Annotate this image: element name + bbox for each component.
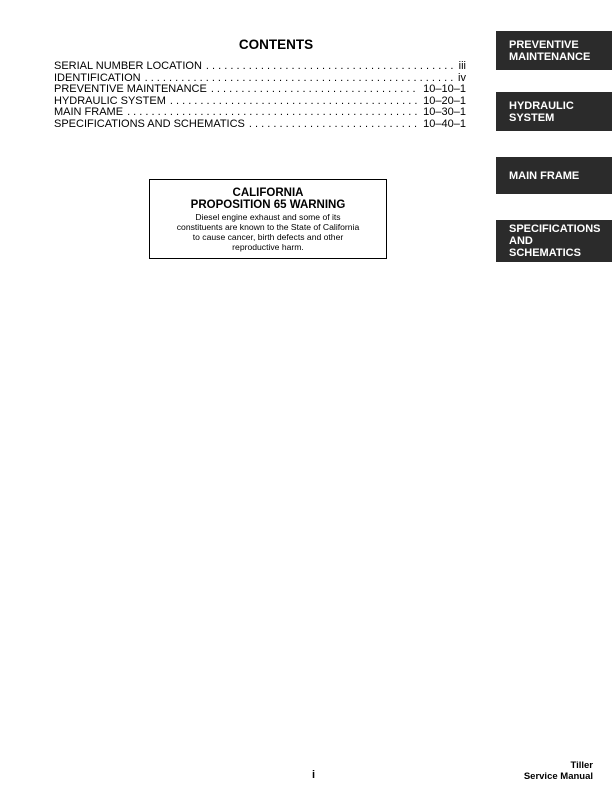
tab-label-line: SPECIFICATIONS	[509, 223, 601, 235]
section-tab-hydraulic-system[interactable]	[496, 92, 612, 131]
prop65-warning-box	[149, 179, 387, 259]
tab-label-line: MAINTENANCE	[509, 50, 591, 63]
footer-manual: Service Manual	[523, 771, 593, 782]
tab-label-line: SCHEMATICS	[509, 247, 581, 259]
toc-entry-page: 10–30–1	[423, 106, 466, 118]
warning-body-line: constituents are known to the State of California	[176, 222, 360, 232]
tab-label-line: MAIN FRAME	[509, 169, 580, 182]
warning-body	[150, 212, 386, 252]
toc-entry-preventive-maintenance[interactable]	[54, 84, 466, 96]
toc-entry-page: iv	[458, 71, 466, 84]
toc-entry-main-frame[interactable]	[54, 107, 466, 119]
toc-entry-label: SPECIFICATIONS AND SCHEMATICS	[54, 117, 245, 130]
warning-body-line: reproductive harm.	[232, 242, 304, 252]
toc-entry-label: PREVENTIVE MAINTENANCE	[54, 83, 207, 95]
toc-leader-dots	[211, 84, 419, 96]
toc-entry-serial-number-location[interactable]	[54, 61, 466, 73]
toc-entry-label: IDENTIFICATION	[54, 71, 141, 84]
table-of-contents	[54, 61, 466, 130]
toc-leader-dots	[249, 119, 419, 131]
toc-entry-page: 10–40–1	[423, 117, 466, 130]
toc-entry-label: SERIAL NUMBER LOCATION	[54, 60, 202, 72]
warning-body-line: Diesel engine exhaust and some of its	[195, 212, 341, 222]
tab-label-line: AND	[509, 235, 533, 247]
toc-leader-dots	[206, 61, 455, 73]
toc-entry-page: 10–20–1	[423, 94, 466, 107]
contents-title: CONTENTS	[238, 37, 314, 52]
toc-leader-dots	[127, 107, 419, 119]
tab-label-line: HYDRAULIC	[509, 99, 574, 112]
section-tab-main-frame[interactable]	[496, 157, 612, 194]
toc-entry-page: 10–10–1	[423, 83, 466, 95]
section-tab-preventive-maintenance[interactable]	[496, 31, 612, 70]
footer-manual-title	[524, 760, 593, 782]
footer-page-number: i	[312, 769, 316, 781]
toc-entry-page: iii	[458, 60, 466, 72]
section-tab-specifications-and-schematics[interactable]	[496, 220, 612, 262]
tab-label-line: SYSTEM	[509, 111, 555, 124]
warning-body-line: to cause cancer, birth defects and other	[192, 232, 344, 242]
toc-leader-dots	[170, 96, 419, 108]
warning-title-line1: CALIFORNIA	[232, 187, 304, 199]
tab-label-line: PREVENTIVE	[509, 38, 579, 51]
toc-entry-label: HYDRAULIC SYSTEM	[54, 94, 166, 107]
warning-title-line2: PROPOSITION 65 WARNING	[190, 199, 346, 211]
toc-entry-specifications-and-schematics[interactable]	[54, 119, 466, 131]
footer-product: Tiller	[570, 760, 593, 771]
toc-entry-label: MAIN FRAME	[54, 106, 124, 118]
